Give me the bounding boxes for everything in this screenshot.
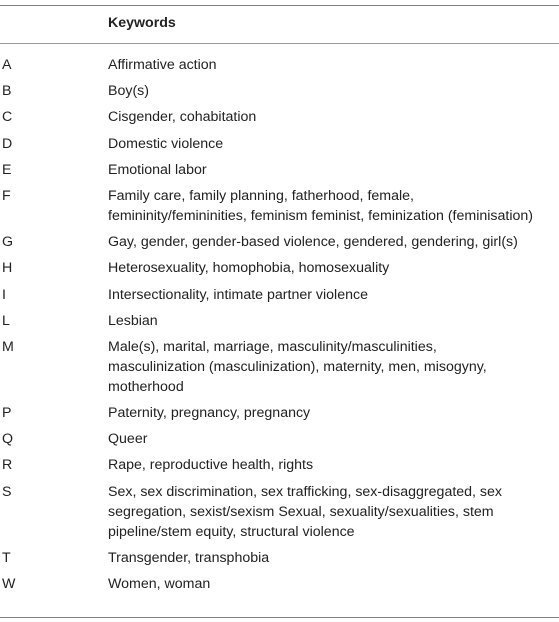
row-keywords xyxy=(108,429,559,449)
row-letter: F xyxy=(2,187,11,204)
keyword-line: Women, woman xyxy=(108,576,211,592)
table-row xyxy=(0,134,559,154)
row-letter: Q xyxy=(2,431,14,448)
row-keywords xyxy=(108,548,559,568)
keyword-line: Intersectionality, intimate partner violence xyxy=(108,286,368,303)
keyword-line: Emotional labor xyxy=(108,161,207,178)
row-letter: L xyxy=(2,312,10,329)
table-body xyxy=(0,55,559,600)
row-keywords xyxy=(108,403,559,423)
row-keywords xyxy=(108,232,559,252)
table-row xyxy=(0,232,559,252)
row-letter: H xyxy=(2,260,13,277)
row-letter: W xyxy=(2,576,16,592)
keyword-line: Heterosexuality, homophobia, homosexuality xyxy=(108,260,390,277)
table-top-rule xyxy=(0,5,559,6)
row-keywords xyxy=(108,81,559,101)
row-keywords xyxy=(108,258,559,278)
keyword-line: Gay, gender, gender-based violence, gendered, gendering, girl(s) xyxy=(108,234,518,251)
row-letter: D xyxy=(2,135,13,152)
table-row xyxy=(0,81,559,101)
table-row xyxy=(0,186,559,226)
table-row xyxy=(0,455,559,475)
table-row xyxy=(0,548,559,568)
table-header-rule xyxy=(0,43,559,44)
keyword-line: pipeline/stem equity, structural violence xyxy=(108,523,355,540)
keyword-line: Male(s), marital, marriage, masculinity/masculinities, xyxy=(108,338,437,355)
row-letter: B xyxy=(2,83,12,100)
row-letter: S xyxy=(2,483,12,500)
keyword-line: Domestic violence xyxy=(108,135,224,152)
keyword-line: Sex, sex discrimination, sex trafficking, sex-disaggregated, sex xyxy=(108,483,503,500)
keyword-line: Rape, reproductive health, rights xyxy=(108,457,314,474)
row-keywords xyxy=(108,311,559,331)
row-keywords xyxy=(108,55,559,75)
row-keywords xyxy=(108,285,559,305)
row-letter: G xyxy=(2,234,14,251)
row-keywords xyxy=(108,160,559,180)
keyword-line: Affirmative action xyxy=(108,57,217,73)
keyword-line: Queer xyxy=(108,431,148,448)
table-row xyxy=(0,258,559,278)
keyword-line: motherhood xyxy=(108,378,184,395)
keyword-line: Boy(s) xyxy=(108,83,149,100)
table-row xyxy=(0,107,559,127)
table-row xyxy=(0,482,559,542)
table-row xyxy=(0,403,559,423)
keyword-line: Transgender, transphobia xyxy=(108,549,270,566)
keyword-line: Family care, family planning, fatherhood, female, xyxy=(108,187,414,204)
row-keywords xyxy=(108,482,559,542)
row-keywords xyxy=(108,107,559,127)
table-row xyxy=(0,574,559,594)
row-keywords xyxy=(108,186,559,226)
table-header-row xyxy=(0,13,559,37)
table-row xyxy=(0,311,559,331)
row-letter: T xyxy=(2,549,11,566)
table-row xyxy=(0,337,559,397)
header-keywords: Keywords xyxy=(108,15,176,31)
row-keywords xyxy=(108,337,559,397)
keyword-line: femininity/femininities, feminism feminist, feminization (feminisation) xyxy=(108,207,533,224)
keyword-line: Lesbian xyxy=(108,312,158,329)
row-keywords xyxy=(108,455,559,475)
row-keywords xyxy=(108,134,559,154)
table-row xyxy=(0,429,559,449)
table-bottom-rule xyxy=(0,617,559,618)
keyword-line: Paternity, pregnancy, pregnancy xyxy=(108,405,311,422)
row-letter: I xyxy=(2,286,6,303)
row-letter: R xyxy=(2,457,13,474)
row-letter: A xyxy=(2,57,12,73)
keyword-line: Cisgender, cohabitation xyxy=(108,109,257,126)
table-row xyxy=(0,55,559,75)
row-letter: C xyxy=(2,109,13,126)
keyword-line: masculinization (masculinization), maternity, men, misogyny, xyxy=(108,358,487,375)
table-row xyxy=(0,160,559,180)
row-letter: M xyxy=(2,338,14,355)
row-keywords xyxy=(108,574,559,594)
row-letter: P xyxy=(2,405,12,422)
row-letter: E xyxy=(2,161,12,178)
table-row xyxy=(0,285,559,305)
keyword-line: segregation, sexist/sexism Sexual, sexuality/sexualities, stem xyxy=(108,503,494,520)
